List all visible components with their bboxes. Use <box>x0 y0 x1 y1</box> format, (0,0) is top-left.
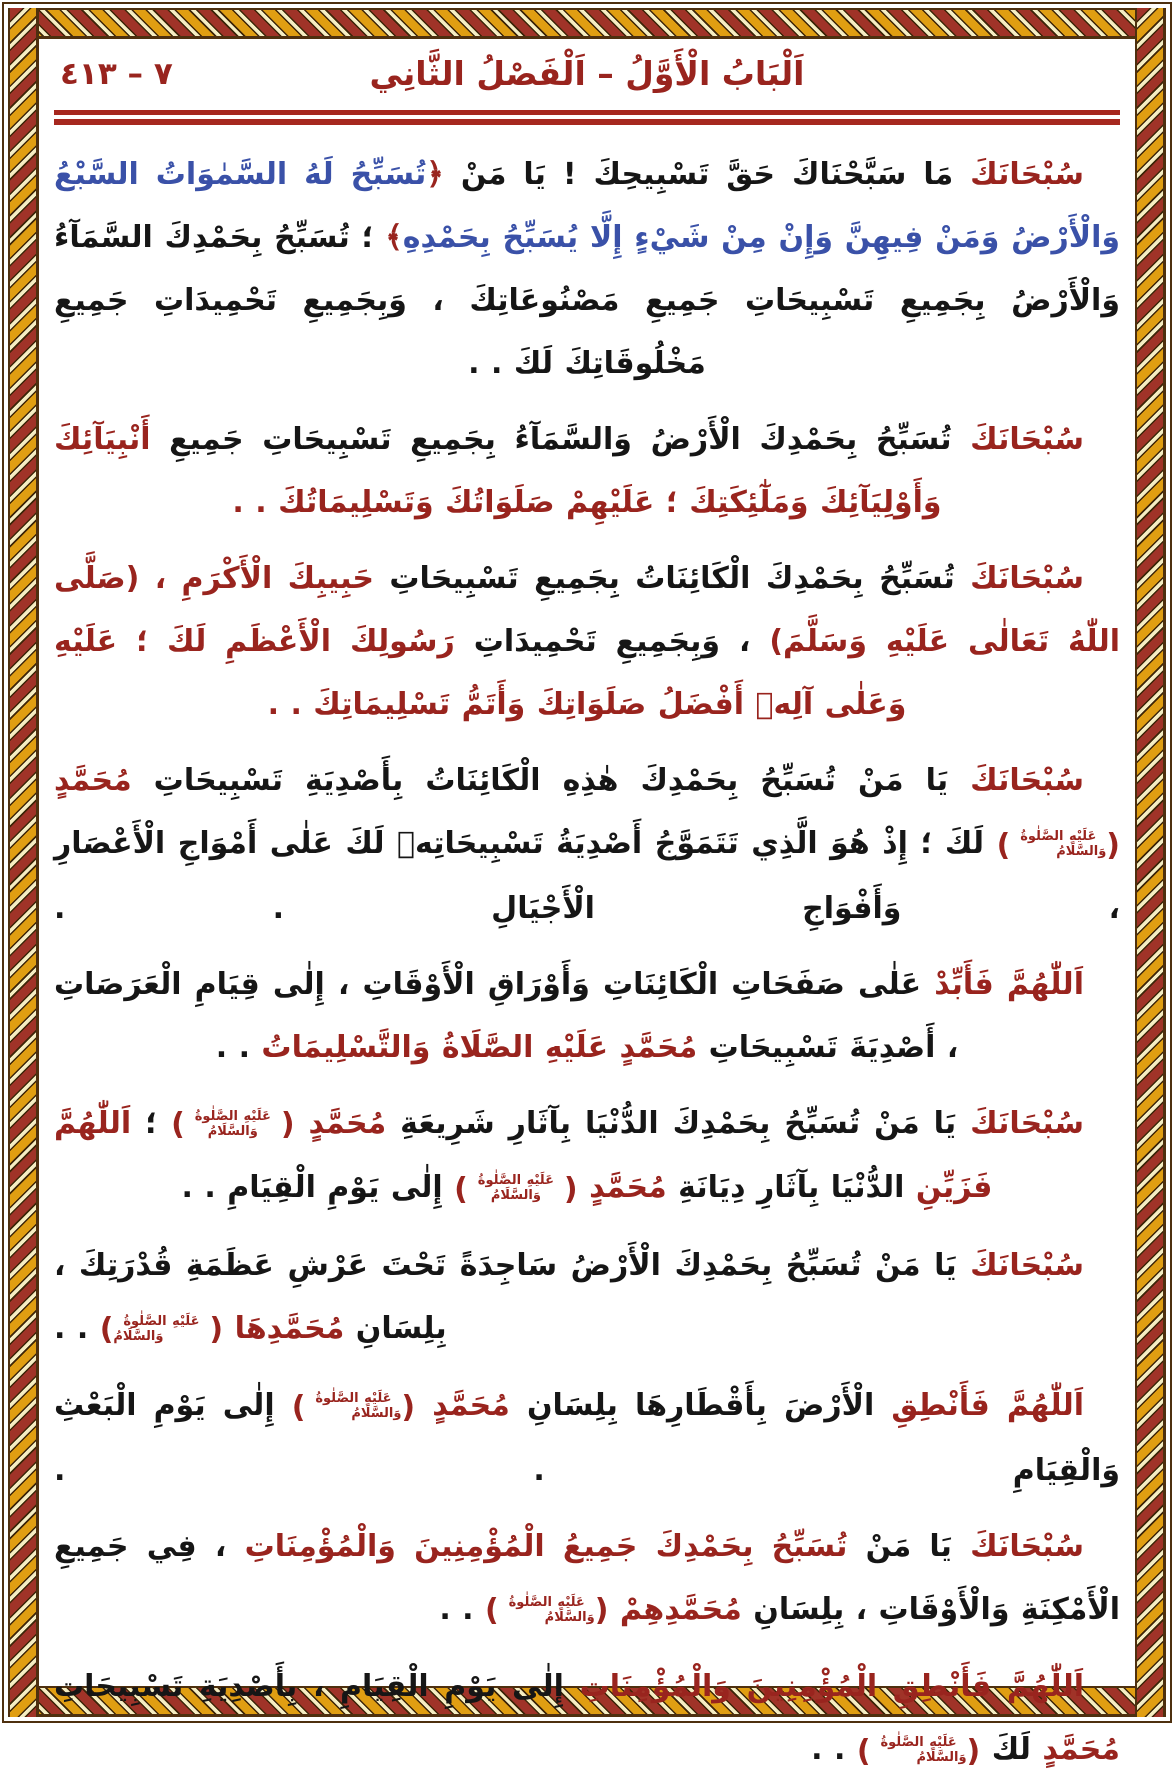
text-segment: اَللّٰهُمَّ فَأَبِّدْ <box>934 966 1084 1002</box>
header-rule <box>54 110 1120 125</box>
text-segment: مُحَمَّدٍ عَلَيْهِ الصَّلَاةُ وَالتَّسْلِيمَاتُ <box>261 1029 698 1065</box>
text-segment: ، فِي جَمِيعِ الْأَمْكِنَةِ وَالْأَوْقَاتِ ، بِلِسَانِ <box>54 1528 1120 1627</box>
text-segment: سُبْحَانَكَ <box>970 561 1084 596</box>
text-segment: تُسَبِّحُ بِحَمْدِكَ الْأَرْضُ وَالسَّمَآءُ بِجَمِيعِ تَسْبِيحَاتِ جَمِيعِ <box>150 422 971 457</box>
quran-bracket-close: ﴾ <box>385 220 403 255</box>
seal-text: عَلَيْهِ الصَّلٰوةُ وَالسَّلَامُ <box>194 1108 271 1139</box>
salawat-seal-icon <box>171 1092 294 1156</box>
text-segment: سُبْحَانَكَ <box>970 157 1084 192</box>
seal-paren-open: ( <box>401 1389 416 1425</box>
prayer-paragraph <box>54 953 1120 1079</box>
prayer-paragraph <box>54 143 1120 395</box>
text-segment: سُبْحَانَكَ <box>970 1247 1084 1283</box>
salawat-seal-icon <box>454 1157 577 1221</box>
seal-paren-open: ( <box>563 1171 578 1207</box>
seal-paren-close: ) <box>454 1171 468 1207</box>
text-segment: . . <box>54 1310 100 1346</box>
text-segment: اَللّٰهُمَّ فَأَنْطِقِ <box>891 1388 1085 1423</box>
seal-text: عَلَيْهِ الصَّلٰوةُ وَالسَّلَامُ <box>508 1594 595 1625</box>
text-segment: سُبْحَانَكَ <box>970 1528 1085 1564</box>
page-content <box>54 44 1121 1769</box>
seal-text: عَلَيْهِ الصَّلٰوةُ وَالسَّلَامُ <box>477 1173 554 1203</box>
text-segment: حَبِيبِكَ الْأَكْرَمِ ، (صَلَّى اللّٰهُ تَعَالٰى عَلَيْهِ وَسَلَّمَ) <box>54 561 1121 659</box>
text-segment: إِلٰى يَوْمِ الْبَعْثِ وَالْقِيَامِ . . <box>54 1388 1120 1488</box>
text-segment: مُحَمَّدٍ <box>308 1105 387 1141</box>
text-segment: مُحَمَّدِهِمْ <box>619 1591 742 1627</box>
seal-paren-close: ) <box>485 1593 499 1628</box>
text-segment: يَا مَنْ تُسَبِّحُ بِحَمْدِكَ الْأَرْضُ سَاجِدَةً تَحْتَ عَرْشِ عَظَمَةِ قُدْرَتِكَ ، بِلِسَانِ <box>54 1247 971 1346</box>
text-segment: مُحَمَّدٍ <box>432 1388 510 1423</box>
seal-paren-close: ) <box>996 827 1011 863</box>
prayer-paragraph <box>54 1655 1120 1783</box>
salawat-seal-icon <box>292 1375 415 1439</box>
text-segment: اَللّٰهُمَّ فَأَنْطِقِ الْمُؤْمِنِينَ وَالْمُؤْمِنَاتِ <box>579 1669 1084 1704</box>
seal-text: عَلَيْهِ الصَّلٰوةُ وَالسَّلَامُ <box>315 1391 402 1421</box>
salawat-seal-icon <box>997 813 1120 877</box>
seal-text: عَلَيْهِ الصَّلٰوةُ وَالسَّلَامُ <box>113 1313 200 1344</box>
text-segment: ؛ <box>131 1105 172 1141</box>
text-segment: مُحَمَّدٍ <box>589 1170 667 1205</box>
text-segment: يَا مَنْ تُسَبِّحُ بِحَمْدِكَ الدُّنْيَا بِآثَارِ شَرِيعَةِ <box>386 1105 971 1141</box>
seal-paren-close: ) <box>291 1389 306 1425</box>
text-segment: . . <box>811 1732 857 1767</box>
quran-bracket-open: ﴿ <box>426 157 444 192</box>
seal-paren-open: ( <box>209 1312 224 1347</box>
seal-paren-open: ( <box>280 1107 295 1142</box>
salawat-seal-icon <box>485 1578 608 1642</box>
prayer-text <box>54 143 1120 1783</box>
text-segment: تُسَبِّحُ بِحَمْدِكَ الْكَائِنَاتُ بِجَمِيعِ تَسْبِيحَاتِ <box>373 561 971 596</box>
text-segment: سُبْحَانَكَ <box>970 422 1084 457</box>
seal-text: عَلَيْهِ الصَّلٰوةُ وَالسَّلَامُ <box>880 1735 967 1765</box>
decorative-border-right <box>1135 8 1166 1717</box>
prayer-paragraph <box>54 408 1120 534</box>
text-segment: أَنْبِيَآئِكَ وَأَوْلِيَآئِكَ وَمَلٰٓئِكَتِكَ ؛ عَلَيْهِمْ صَلَوَاتُكَ وَتَسْلِيمَاتُكَ . . <box>54 422 942 520</box>
text-segment: الدُّنْيَا بِآثَارِ دِيَانَةِ <box>666 1170 916 1205</box>
prayer-paragraph <box>54 1092 1120 1221</box>
seal-paren-open: ( <box>966 1733 981 1769</box>
seal-text: عَلَيْهِ الصَّلٰوةُ وَالسَّلَامُ <box>1020 829 1107 859</box>
text-segment: يَا مَنْ <box>847 1528 971 1564</box>
text-segment: سُبْحَانَكَ <box>970 1105 1084 1141</box>
seal-paren-open: ( <box>1106 827 1120 863</box>
text-segment: رَسُولِكَ الْأَعْظَمِ لَكَ ؛ عَلَيْهِ وَعَلٰى آلِهٖ أَفْضَلُ صَلَوَاتِكَ وَأَتَمُّ تَسْلِيمَاتِكَ . . <box>54 624 907 722</box>
quran-verse: تُسَبِّحُ لَهُ السَّمٰوَاتُ السَّبْعُ وَالْأَرْضُ وَمَنْ فِيهِنَّ وَإِنْ مِنْ شَيْءٍ إِلَّا يُسَبِّحُ بِحَمْدِهِ <box>54 157 1121 255</box>
text-segment: مُحَمَّدِهَا <box>234 1310 345 1346</box>
text-segment: مُحَمَّدٍ <box>1042 1732 1120 1767</box>
seal-paren-close: ) <box>99 1312 114 1347</box>
text-segment: تُسَبِّحُ بِحَمْدِكَ جَمِيعُ الْمُؤْمِنِينَ وَالْمُؤْمِنَاتِ <box>244 1528 848 1564</box>
text-segment: . . <box>215 1029 262 1065</box>
text-segment: لَكَ <box>980 1732 1043 1767</box>
text-segment: إِلٰى يَوْمِ الْقِيَامِ . . <box>181 1170 455 1205</box>
prayer-paragraph <box>54 749 1120 940</box>
seal-paren-open: ( <box>594 1593 609 1628</box>
chapter-title: اَلْبَابُ الْأَوَّلُ – اَلْفَصْلُ الثَّانِي <box>369 54 805 93</box>
text-segment: مَا سَبَّحْنَاكَ حَقَّ تَسْبِيحِكَ ! يَا مَنْ <box>443 157 971 192</box>
text-segment: يَا مَنْ تُسَبِّحُ بِحَمْدِكَ هٰذِهِ الْكَائِنَاتُ بِأَصْدِيَةِ تَسْبِيحَاتِ <box>131 763 971 798</box>
prayer-paragraph <box>54 1234 1120 1362</box>
decorative-border-top <box>8 8 1166 39</box>
text-segment: مُحَمَّدٍ <box>54 763 132 798</box>
text-segment: إِلٰى يَوْمِ الْقِيَامِ ، بِأَصْدِيَةِ تَسْبِيحَاتِ <box>54 1669 580 1704</box>
prayer-paragraph <box>54 1515 1120 1643</box>
text-segment: الْأَرْضَ بِأَقْطَارِهَا بِلِسَانِ <box>509 1388 892 1423</box>
text-segment: لَكَ ؛ إِذْ هُوَ الَّذِي تَتَمَوَّجُ أَصْدِيَةُ تَسْبِيحَاتِهٖ لَكَ عَلٰى أَمْوَاجِ الْأَعْصَارِ ، وَأَفْوَاجِ الْأَجْيَالِ . . <box>54 826 1120 926</box>
seal-paren-close: ) <box>171 1107 185 1142</box>
text-segment: اَللّٰهُمَّ فَزَيِّنِ <box>54 1105 993 1205</box>
decorative-border-left <box>8 8 39 1717</box>
text-segment: عَلٰى صَفَحَاتِ الْكَائِنَاتِ وَأَوْرَاقِ الْأَوْقَاتِ ، إِلٰى قِيَامِ الْعَرَصَاتِ ، أَصْدِيَةَ تَسْبِيحَاتِ <box>54 966 959 1065</box>
page-header <box>54 44 1120 104</box>
text-segment: ، وَبِجَمِيعِ تَحْمِيدَاتِ <box>454 624 770 659</box>
seal-paren-close: ) <box>856 1733 871 1769</box>
salawat-seal-icon <box>100 1297 223 1361</box>
prayer-paragraph <box>54 1374 1120 1502</box>
text-segment: سُبْحَانَكَ <box>970 763 1084 798</box>
salawat-seal-icon <box>857 1719 980 1783</box>
text-segment: ؛ تُسَبِّحُ بِحَمْدِكَ السَّمَآءُ وَالْأَرْضُ بِجَمِيعِ تَسْبِيحَاتِ جَمِيعِ مَصْنُوعَاتِكَ ، وَبِجَمِيعِ تَحْمِيدَاتِ جَمِيعِ مَخْلُوقَاتِكَ لَكَ . . <box>54 220 1120 381</box>
page-number: ٧ – ٤١٣ <box>60 56 173 92</box>
text-segment: . . <box>439 1591 485 1627</box>
prayer-paragraph <box>54 547 1120 736</box>
